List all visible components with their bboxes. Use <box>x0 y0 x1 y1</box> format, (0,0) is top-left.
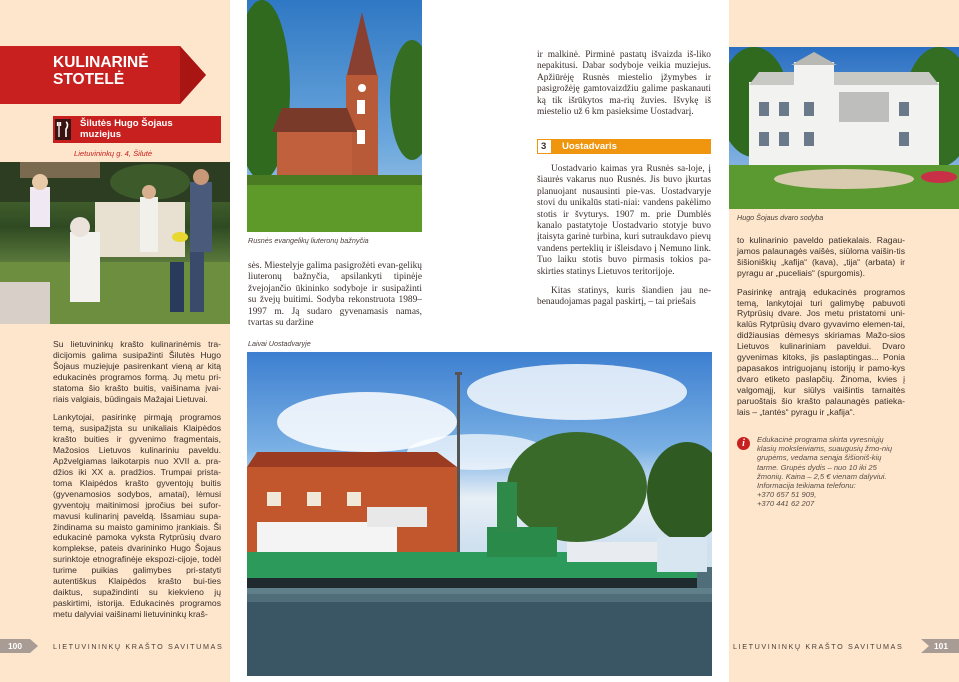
info-text: Edukacinė programa skirta vyresniųjų klasių moksleiviams, suaugusių žmo-nių grupėms, vedama senąja šišioniš-kių tarme. Grupės dydis – nuo 10 iki 25 žmonių. Kaina – 2,5 € vienam dalyviui. Informacija teikiama telefonu: <box>757 435 893 491</box>
left-page-number-badge <box>0 639 38 653</box>
right-col1-section-text <box>537 164 711 317</box>
middle-column-paragraph: sės. Miestelyje galima pasigrožėti evan-gelikų liuteronų bažnyčia, apsilankyti tipinėje žvejojančio ūkininko sodyboje ir susipažinti su žvejų buitimi. Sodyba rekonstruota 1989–1997 m. Ją sudaro gyvenamasis namas, tvartas su daržine <box>248 261 422 329</box>
church-caption: Rusnės evangelikų liuteronų bažnyčia <box>248 236 369 245</box>
banner-title-line1: KULINARINĖ <box>53 54 149 71</box>
museum-photo <box>0 162 230 324</box>
left-paragraph-1: Su lietuvininkų krašto kulinarinėmis tra-dicijomis galima susipažinti Šilutės Hugo Šojaus muziejuje pasirenkant vieną ar kitą edukacinės programos formą. Jų metu pri-statoma šio krašto buitis, vaišinama įvai-riais valgiais, būdingais Mažajai Lietuvai. <box>53 339 221 404</box>
left-middle-column-text <box>248 261 422 337</box>
museum-title-line1: Šilutės Hugo Šojaus <box>80 118 173 129</box>
left-intro-text <box>53 339 221 628</box>
left-paragraph-2: Lankytojai, pasirinkę pirmąją programos temą, susipažįsta su unikaliais Klaipėdos krašto buities ir gyvenimo fragmentais, Mažosios Lietuvos kulinariniu paveldu. Apžvelgiamas laikotarpis nuo XVII a. pra-džios iki XX a. pradžios. Trumpai prista-toma Klaipėdos krašto gyventojų buitis (gyvenamosios sodybos, amatai), lėmusi gyventojų maitinimosi įpročius bei sufor-mavusi kulinarinį paveldą. Išsamiau supa-žindinama su maisto gaminimo įrankiais. Ši edukacinė pamoka vyksta Rytprūsių dvaro komplekse, pateis dvarininko Hugo Šojaus surinktoje etnografinėje ekspozi-cijoje, todėl turime puikias galimybes pri-statyti autentiškus Klaipėdos krašto bui-ties daiktus, supažindinti su kiekvieno jų paskirtimi, istorija. Edukacinės programos metu dalyviai vaišinami lietuvininkų kraš- <box>53 412 221 619</box>
manor-photo <box>729 47 959 209</box>
church-photo <box>247 0 422 232</box>
right-page-number: 101 <box>934 641 948 651</box>
right-col1-paragraph-2: Uostadvario kaimas yra Rusnės sa-loje, į šiaurės vakarus nuo Rusnės. Jis buvo įkurtas planuojant nusausinti pie-vas. Uostadvaryje stovi du unikalūs stati-niai: vandens pakėlimo stotis ir švyturys. 1907 m. prie Dumblės kanalo pastatytoje Uostadvario stotyje buvo įtaisyta garinė turbina, kuri sutraukdavo pievų vandens perteklių ir išleisdavo į Nemuno link. Tuo laiku stotis buvo pirmasis tokios pa-skirties statinys Lietuvos teritorijoje. <box>537 164 711 277</box>
info-icon: i <box>737 437 750 450</box>
right-col2-paragraph-1: to kulinarinio paveldo patiekalais. Ragau-jamos palaunagės vaišės, siūloma vaišin-tis šišioniškių „kafija“ (kava), „tija“ (arbata) ir pyragu ar „puceliais“ (spurgomis). <box>737 235 905 278</box>
boats-photo <box>247 352 712 676</box>
fork-knife-icon <box>55 119 71 140</box>
right-col2-text <box>737 235 905 426</box>
info-phone-1[interactable]: +370 657 51 909, <box>757 490 817 500</box>
museum-title-line2: muziejus <box>80 128 122 140</box>
boats-caption: Laivai Uostadvaryje <box>248 339 311 348</box>
info-box <box>757 435 905 509</box>
section-number-box <box>537 139 552 154</box>
section-number: 3 <box>541 141 547 152</box>
manor-caption: Hugo Šojaus dvaro sodyba <box>737 213 824 222</box>
section-header-uostadvaris <box>537 139 711 154</box>
right-col2-paragraph-2: Pasirinkę antrąją edukacinės programos temą, lankytojai turi galimybę pabuvoti Rytprūsių dvare. Jos metu pristatomi uni-kalūs Rytprūsių dvaro gyvavimo elemen-tai, didžiausias dėmesys skiriamas Mažo-sios Lietuvos kulinariniam paveldui. Dvaro gyvenimas kitoks, jis paslaptingas... Ponia papasakos intriguojanų istorijų ir pamo-kys dvaro etiketo paslapčių. Žinoma, kvies į valgomąjį, kur siūlys vaišintis tarnaitės paruoštais šio krašto palaunagės patieka-lais – „tantės“ pyragu ir „kafija“. <box>737 286 905 417</box>
left-footer-label: LIETUVININKŲ KRAŠTO SAVITUMAS <box>53 642 224 651</box>
kulinarine-stotele-banner <box>0 46 206 104</box>
right-col1-paragraph-1: ir malkinė. Pirminė pastatų išvaizda iš-liko nepakitusi. Dabar sodyboje veikia muziejus. Apžiūrėję Rusnės miestelio įžymybes ir pasigrožėję gamtovaizdžiu galime paskanauti ką tik išrūkytos ma-rių žuvies. Išvykę iš miestelio už 6 km pasieksime Uostadvarį. <box>537 50 711 118</box>
right-col1-paragraph-3: Kitas statinys, kuris šiandien jau ne-benaudojamas pagal paskirtį, – tai priešais <box>537 286 711 308</box>
right-footer-label: LIETUVININKŲ KRAŠTO SAVITUMAS <box>733 642 904 651</box>
right-col1-top-text <box>537 50 711 126</box>
info-phone-2[interactable]: +370 441 62 207 <box>757 499 815 509</box>
left-page-number: 100 <box>8 641 22 651</box>
section-title: Uostadvaris <box>562 140 617 152</box>
banner-title-line2: STOTELĖ <box>53 71 125 88</box>
museum-title-bar <box>53 116 221 143</box>
right-page-number-badge <box>921 639 959 653</box>
museum-address: Lietuvininkų g. 4, Šilutė <box>74 149 153 158</box>
